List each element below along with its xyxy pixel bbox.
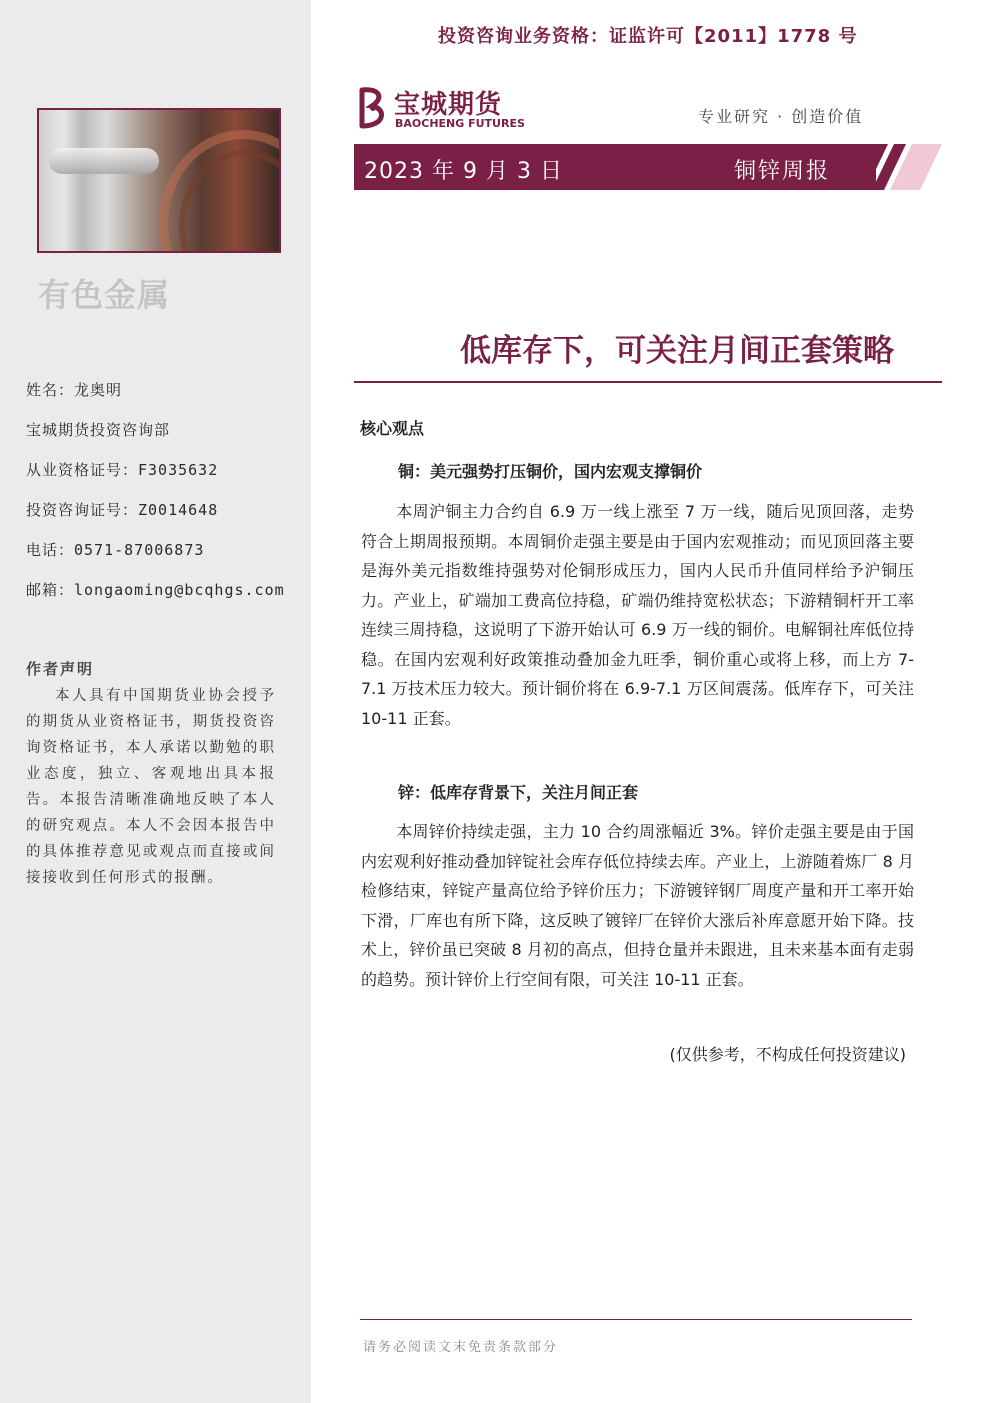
company-logo-text: 宝城期货 xyxy=(394,90,503,120)
author-statement-title: 作者声明 xyxy=(26,660,95,678)
report-banner xyxy=(354,144,942,190)
report-type: 铜锌周报 xyxy=(734,159,831,184)
footer-disclaimer-link: 请务必阅读文末免责条款部分 xyxy=(363,1340,559,1355)
headline-divider xyxy=(354,381,942,383)
baocheng-logo-icon xyxy=(356,86,390,130)
copper-title: 铜：美元强势打压铜价，国内宏观支撑铜价 xyxy=(398,462,703,481)
banner-bar xyxy=(354,144,876,190)
analyst-phone: 电话：0571-87006873 xyxy=(26,541,205,559)
company-slogan: 专业研究 · 创造价值 xyxy=(698,107,864,126)
analyst-consulting-cert: 投资咨询证号：Z0014648 xyxy=(26,501,219,519)
footer-divider xyxy=(360,1319,912,1320)
analyst-qualification: 从业资格证号：F3035632 xyxy=(26,461,219,479)
zinc-paragraph: 本周锌价持续走强，主力 10 合约周涨幅近 3%。锌价走强主要是由于国内宏观利好推动叠加锌锭社会库存低位持续去库。产业上，上游随着炼厂 8 月检修结束，锌锭产量高位给予锌价压力；下游镀锌钢厂周度产量和开工率开始下滑，厂库也有所下降，这反映了镀锌厂在锌价大涨后补库意愿开始下降。技术上，锌价虽已突破 8 月初的高点，但持仓量并未跟进，且未来基本面有走弱的趋势。预计锌价上行空间有限，可关注 10-11 正套。 xyxy=(361,822,914,989)
author-statement-text: 本人具有中国期货业协会授予的期货从业资格证书，期货投资咨询资格证书，本人承诺以勤勉的职业态度，独立、客观地出具本报告。本报告清晰准确地反映了本人的研究观点。本人不会因本报告中的具体推荐意见或观点而直接或间接接收到任何形式的报酬。 xyxy=(26,688,276,886)
report-date: 2023 年 9 月 3 日 xyxy=(364,159,563,184)
license-statement: 投资咨询业务资格：证监许可【2011】1778 号 xyxy=(438,26,858,47)
copper-paragraph: 本周沪铜主力合约自 6.9 万一线上涨至 7 万一线，随后见顶回落，走势符合上期周报预期。本周铜价走强主要是由于国内宏观推动；而见顶回落主要是海外美元指数维持强势对伦铜形成压力，国内人民币升值同样给予沪铜压力。产业上，矿端加工费高位持稳，矿端仍维持宽松状态；下游精铜杆开工率连续三周持稳，这说明了下游开始认可 6.9 万一线的铜价。电解铜社库低位持稳。在国内宏观利好政策推动叠加金九旺季，铜价重心或将上移，而上方 7-7.1 万技术压力较大。预计铜价将在 6.9-7.1 万区间震荡。低库存下，可关注 10-11 正套。 xyxy=(361,502,914,728)
sidebar xyxy=(0,0,311,1403)
core-views-title: 核心观点 xyxy=(360,419,425,438)
banner-stripes xyxy=(854,144,942,190)
company-logo-english: BAOCHENG FUTURES xyxy=(395,117,525,130)
analyst-email[interactable]: 邮箱：longaoming@bcqhgs.com xyxy=(26,581,285,599)
cover-photo-copper-coil xyxy=(37,108,281,253)
zinc-title: 锌：低库存背景下，关注月间正套 xyxy=(398,783,639,802)
analyst-name: 姓名：龙奥明 xyxy=(26,381,123,399)
sector-label: 有色金属 xyxy=(38,276,171,314)
report-headline: 低库存下，可关注月间正套策略 xyxy=(460,333,894,369)
analyst-department: 宝城期货投资咨询部 xyxy=(26,421,171,439)
metal-rod-highlight xyxy=(49,148,159,174)
reference-note: (仅供参考，不构成任何投资建议) xyxy=(669,1045,906,1064)
